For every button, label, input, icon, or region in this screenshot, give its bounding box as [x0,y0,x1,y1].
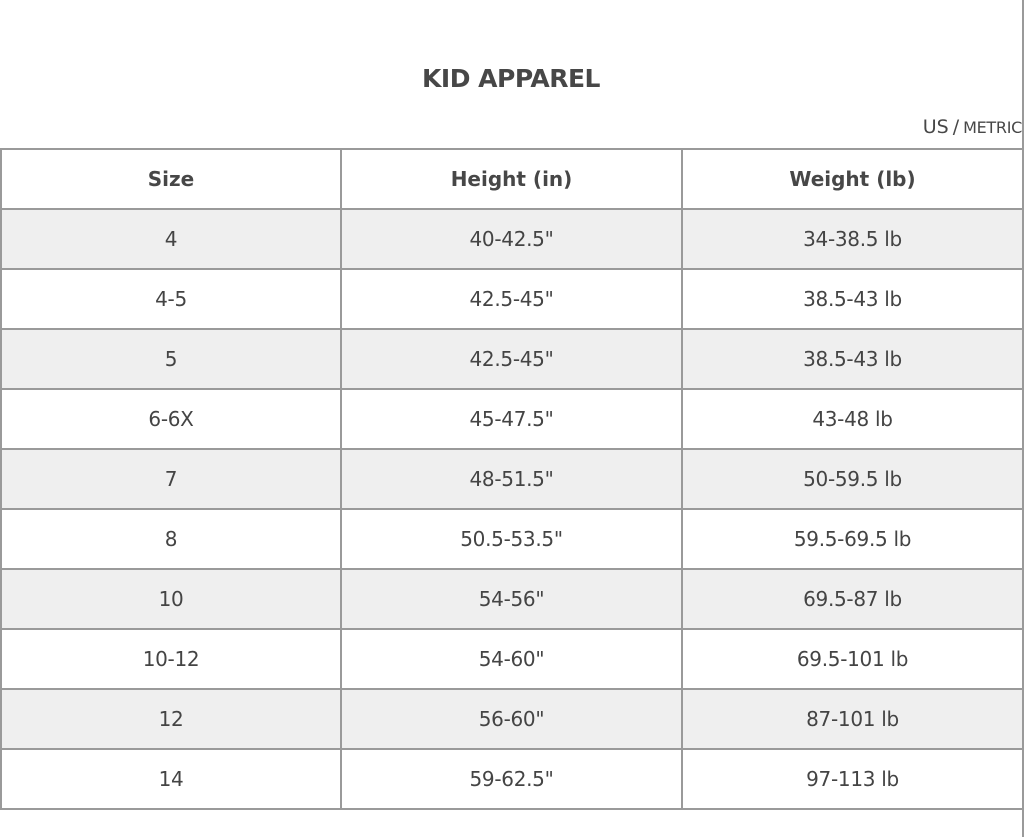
cell-weight: 34-38.5 lb [682,209,1023,269]
table-row [1,209,1023,269]
cell-height: 50.5-53.5" [341,509,682,569]
unit-separator: / [952,116,960,138]
header-height: Height (in) [341,149,682,209]
cell-weight: 69.5-101 lb [682,629,1023,689]
unit-toggle [923,116,1022,138]
page-title: KID APPAREL [422,64,600,93]
cell-size: 10-12 [1,629,341,689]
cell-size: 6-6X [1,389,341,449]
cell-size: 4-5 [1,269,341,329]
cell-height: 42.5-45" [341,269,682,329]
cell-size: 8 [1,509,341,569]
metric-unit-option[interactable]: METRIC [963,118,1022,137]
table-row [1,689,1023,749]
cell-weight: 50-59.5 lb [682,449,1023,509]
cell-size: 5 [1,329,341,389]
cell-weight: 87-101 lb [682,689,1023,749]
header-size: Size [1,149,341,209]
table-row [1,749,1023,809]
table-row [1,269,1023,329]
header-weight: Weight (lb) [682,149,1023,209]
size-table [0,148,1024,810]
cell-height: 54-56" [341,569,682,629]
cell-weight: 69.5-87 lb [682,569,1023,629]
cell-size: 7 [1,449,341,509]
cell-height: 59-62.5" [341,749,682,809]
cell-height: 56-60" [341,689,682,749]
cell-size: 10 [1,569,341,629]
cell-weight: 38.5-43 lb [682,269,1023,329]
table-row [1,569,1023,629]
cell-weight: 43-48 lb [682,389,1023,449]
cell-height: 48-51.5" [341,449,682,509]
cell-height: 42.5-45" [341,329,682,389]
table-header-row [1,149,1023,209]
cell-size: 12 [1,689,341,749]
table-row [1,509,1023,569]
cell-height: 54-60" [341,629,682,689]
cell-weight: 38.5-43 lb [682,329,1023,389]
cell-height: 40-42.5" [341,209,682,269]
us-unit-option[interactable]: US [922,116,949,138]
cell-size: 14 [1,749,341,809]
table-row [1,329,1023,389]
cell-height: 45-47.5" [341,389,682,449]
cell-size: 4 [1,209,341,269]
table-row [1,389,1023,449]
cell-weight: 97-113 lb [682,749,1023,809]
cell-weight: 59.5-69.5 lb [682,509,1023,569]
table-row [1,629,1023,689]
table-row [1,449,1023,509]
